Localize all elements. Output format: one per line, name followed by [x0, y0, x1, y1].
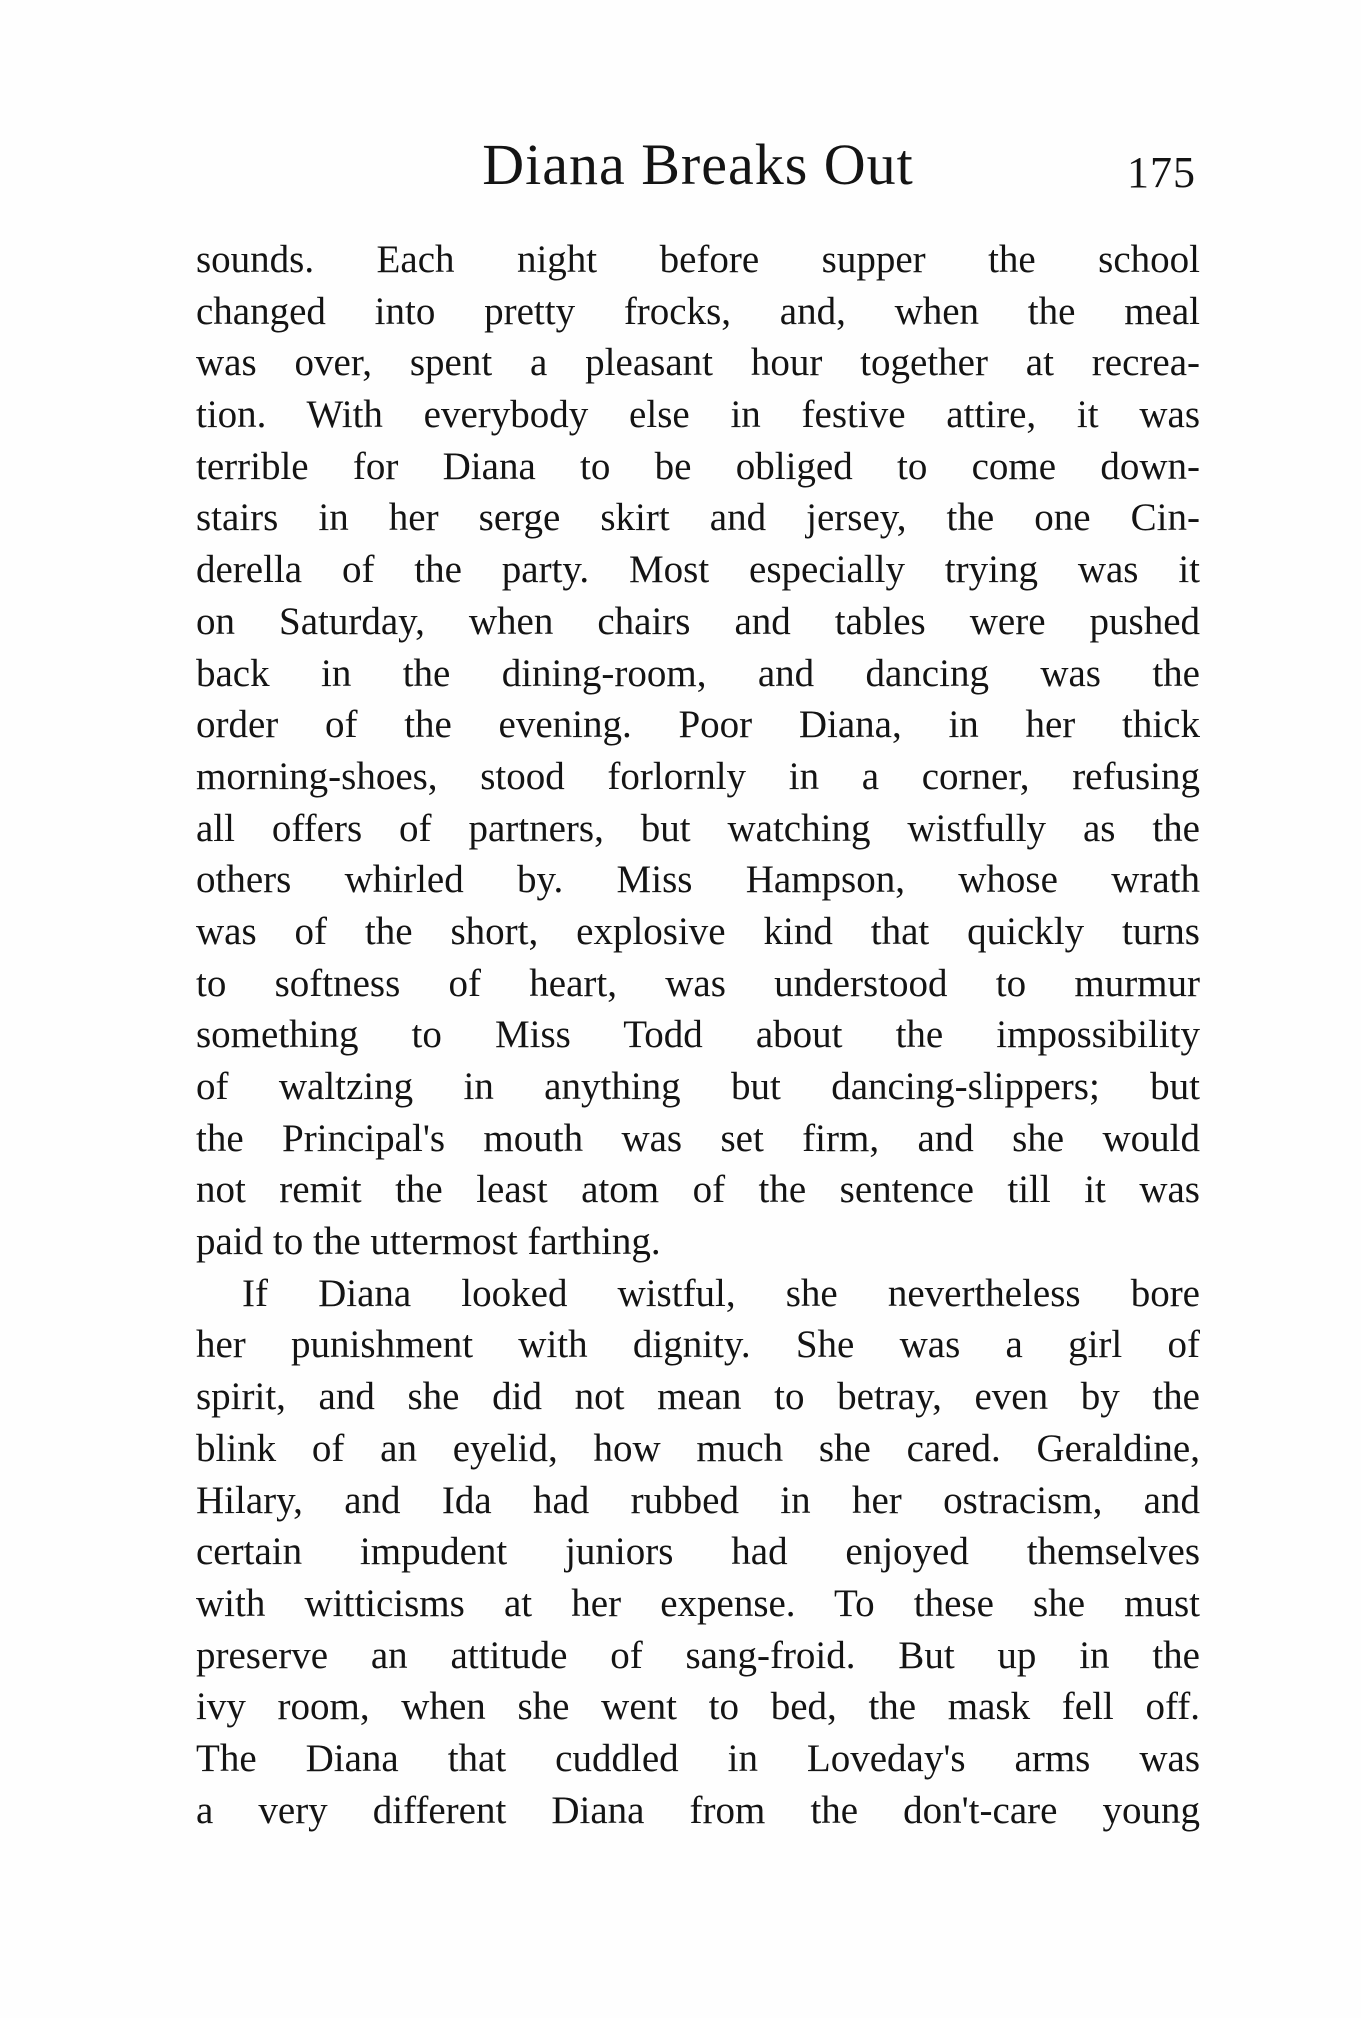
text-line: others whirled by. Miss Hampson, whose wrath — [196, 858, 1200, 902]
text-line: not remit the least atom of the sentence till it was — [196, 1168, 1200, 1212]
text-line: of waltzing in anything but dancing-slippers; but — [196, 1065, 1200, 1108]
text-line: changed into pretty frocks, and, when the meal — [196, 289, 1200, 333]
text-line: on Saturday, when chairs and tables were pushed — [196, 599, 1200, 643]
text-line: stairs in her serge skirt and jersey, the one Cin- — [196, 496, 1200, 540]
running-title: Diana Breaks Out — [482, 132, 914, 197]
body-text — [196, 234, 1200, 1836]
text-line: her punishment with dignity. She was a girl of — [196, 1323, 1200, 1367]
text-line: was of the short, explosive kind that quickly turns — [196, 909, 1200, 953]
text-line: preserve an attitude of sang-froid. But up in the — [196, 1633, 1200, 1677]
text-line: was over, spent a pleasant hour together at recrea- — [196, 341, 1200, 385]
text-line: spirit, and she did not mean to betray, even by the — [196, 1375, 1200, 1419]
page-number: 175 — [1127, 148, 1196, 197]
text-line: something to Miss Todd about the impossibility — [196, 1013, 1200, 1057]
text-line: The Diana that cuddled in Loveday's arms was — [196, 1736, 1200, 1780]
paragraph-1 — [196, 234, 1200, 1268]
text-line: to softness of heart, was understood to murmur — [196, 961, 1200, 1005]
text-line: back in the dining-room, and dancing was the — [196, 651, 1200, 695]
text-line: certain impudent juniors had enjoyed themselves — [196, 1530, 1200, 1574]
text-line: paid to the uttermost farthing. — [196, 1220, 661, 1264]
text-line: tion. With everybody else in festive attire, it was — [196, 393, 1200, 437]
text-line: Hilary, and Ida had rubbed in her ostracism, and — [196, 1478, 1200, 1522]
text-line: sounds. Each night before supper the school — [196, 238, 1200, 281]
paragraph-2 — [196, 1268, 1200, 1837]
text-line: order of the evening. Poor Diana, in her thick — [196, 703, 1200, 747]
text-line: terrible for Diana to be obliged to come down- — [196, 444, 1200, 488]
text-line: with witticisms at her expense. To these she must — [196, 1581, 1200, 1625]
text-line: blink of an eyelid, how much she cared. Geraldine, — [196, 1426, 1200, 1470]
text-line: a very different Diana from the don't-care young — [196, 1788, 1200, 1832]
text-line: all offers of partners, but watching wistfully as the — [196, 806, 1200, 850]
text-line: ivy room, when she went to bed, the mask fell off. — [196, 1685, 1200, 1729]
text-line: the Principal's mouth was set firm, and she would — [196, 1116, 1200, 1160]
text-line: derella of the party. Most especially trying was it — [196, 548, 1200, 592]
running-head — [196, 125, 1200, 205]
text-line: If Diana looked wistful, she nevertheless bore — [242, 1271, 1200, 1315]
text-line: morning-shoes, stood forlornly in a corner, refusing — [196, 754, 1200, 798]
